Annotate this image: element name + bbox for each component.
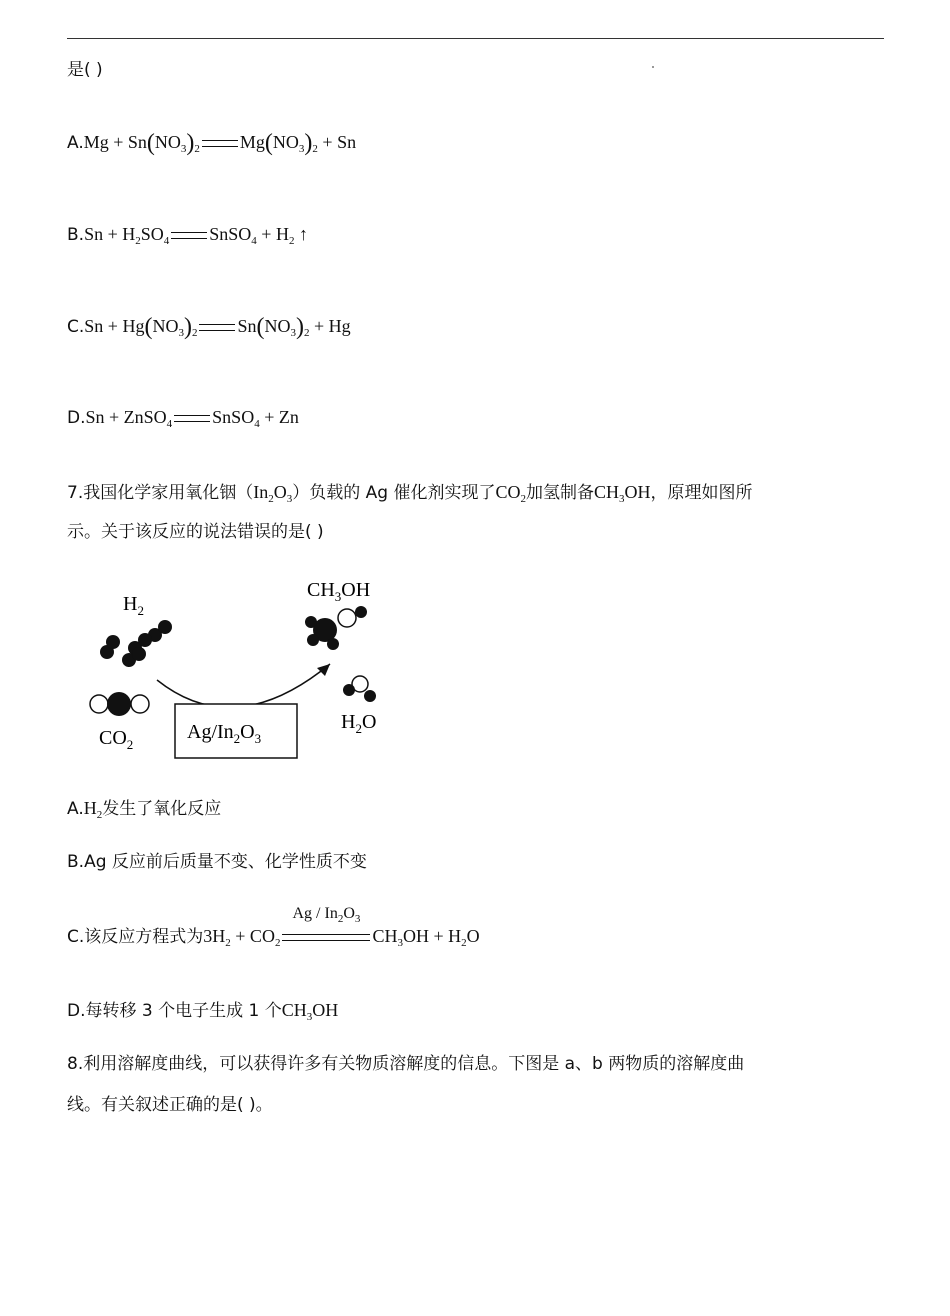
q7-stem-line2: 示。关于该反应的说法错误的是( )	[67, 522, 324, 542]
q7-option-a[interactable]: $A.H_2$发生了氧化反应	[67, 798, 222, 821]
reaction-arrow	[157, 664, 330, 707]
equation: Sn + ZnSO$_4$ SnSO$_4$ + Zn	[85, 407, 299, 430]
header-rule	[67, 38, 884, 39]
equation: $Sn + Hg(NO_3)_2$ $Sn(NO_3)_2 + Hg$	[84, 314, 351, 340]
q8-stem-line2: 线。有关叙述正确的是( )。	[67, 1095, 273, 1115]
equation: $Mg + Sn(NO_3)_2$ $Mg(NO_3)_2 + Sn$	[83, 130, 357, 156]
h2-molecules	[100, 620, 172, 667]
equation: $Sn + H_2SO_4$ SnSO$_4$ + $H_2$ ↑	[84, 224, 308, 247]
q6-option-a[interactable]: $A.Mg + Sn(NO_3)_2$ $Mg(NO_3)_2 + Sn$	[67, 130, 357, 156]
h2o-label: $H_2O$	[341, 711, 377, 736]
ch3oh-label: $CH_3OH$	[307, 579, 371, 604]
q7-option-b[interactable]: B.Ag 反应前后质量不变、化学性质不变	[67, 852, 367, 872]
h2o-molecule	[343, 676, 376, 702]
ch3oh-molecule	[305, 606, 367, 650]
h2-label: $H_2$	[123, 593, 144, 618]
q7-option-d[interactable]: D.每转移 3 个电子生成 1 个$CH_3OH$	[67, 1000, 339, 1023]
reaction-diagram	[85, 572, 395, 762]
q6-stem-tail: 是( )	[67, 60, 103, 80]
q6-option-c[interactable]: $C.Sn + Hg(NO_3)_2$ $Sn(NO_3)_2 + Hg$	[67, 314, 351, 340]
stray-dot	[652, 66, 654, 68]
co2-molecule	[90, 692, 149, 716]
q6-option-b[interactable]: $B.Sn + H_2SO_4$ SnSO$_4$ + $H_2$ ↑	[67, 224, 308, 247]
q7-stem-line1: 7.我国化学家用氧化铟$(In_2O_3)$负载的 Ag 催化剂实现了$CO_2$加氢制备$CH_3OH$，原理如图所	[67, 482, 753, 505]
q6-option-d[interactable]: D.Sn + ZnSO$_4$ SnSO$_4$ + Zn	[67, 407, 299, 430]
q7-option-c[interactable]: C.该反应方程式为$3H_2 + CO_2$ Ag / $In_2O_3$ $CH_3OH + H_2O$	[67, 905, 480, 949]
catalyst-label: $Ag/In_2O_3$	[187, 721, 262, 746]
q8-stem-line1: 8.利用溶解度曲线，可以获得许多有关物质溶解度的信息。下图是 a、b 两物质的溶解度曲	[67, 1054, 745, 1074]
co2-label: $CO_2$	[99, 727, 134, 752]
